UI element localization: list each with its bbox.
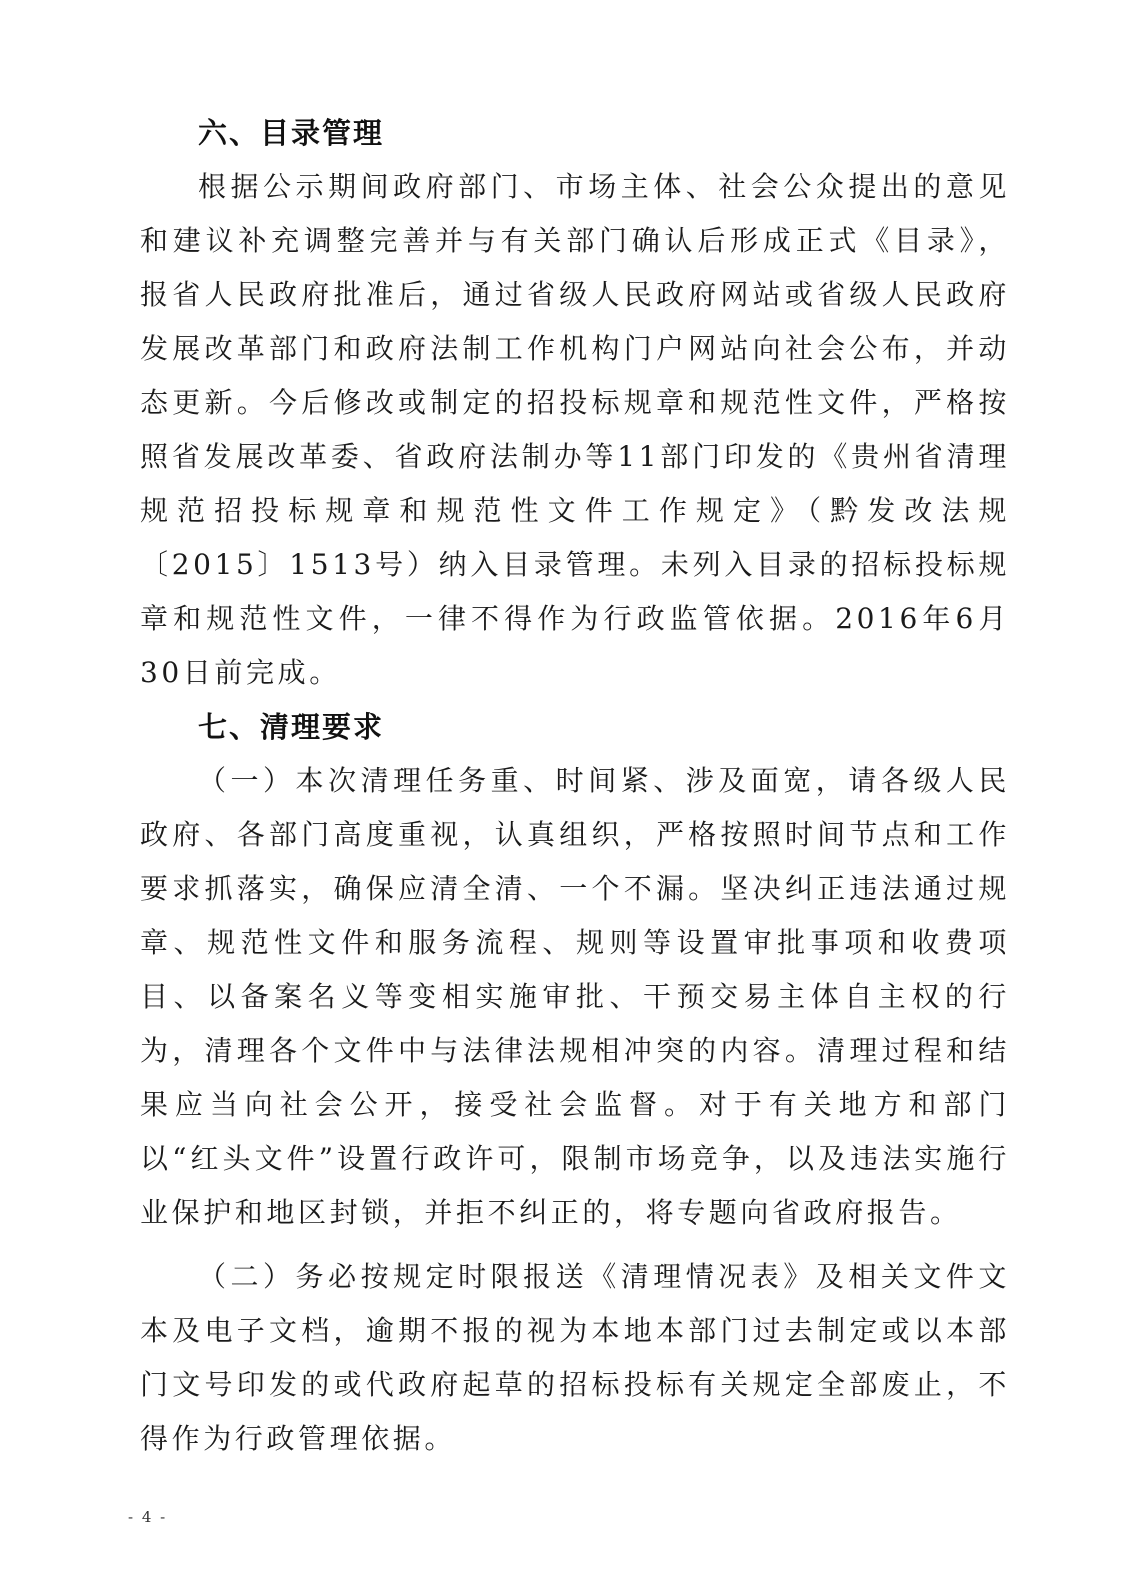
paragraph-requirement-2: （二）务必按规定时限报送《清理情况表》及相关文件文本及电子文档，逾期不报的视为本地本部门过去制定或以本部门文号印发的或代政府起草的招标投标有关规定全部废止，不得作为行政管理依据。 [140,1260,1010,1455]
document-body [140,106,1010,1466]
paragraph-spacer [140,1240,1010,1250]
paragraph-catalog-management: 根据公示期间政府部门、市场主体、社会公众提出的意见和建议补充调整完善并与有关部门确认后形成正式《目录》，报省人民政府批准后，通过省级人民政府网站或省级人民政府发展改革部门和政府法制工作机构门户网站向社会公布，并动态更新。今后修改或制定的招投标规章和规范性文件，严格按照省发展改革委、省政府法制办等11部门印发的《贵州省清理规范招投标规章和规范性文件工作规定》（黔发改法规〔2015〕1513号）纳入目录管理。未列入目录的招标投标规章和规范性文件，一律不得作为行政监管依据。2016年6月30日前完成。 [140,170,1010,689]
page-number: - 4 - [128,1508,168,1526]
section-heading-cleanup-requirements: 七、清理要求 [198,710,385,744]
paragraph-requirement-1: （一）本次清理任务重、时间紧、涉及面宽，请各级人民政府、各部门高度重视，认真组织，严格按照时间节点和工作要求抓落实，确保应清全清、一个不漏。坚决纠正违法通过规章、规范性文件和服务流程、规则等设置审批事项和收费项目、以备案名义等变相实施审批、干预交易主体自主权的行为，清理各个文件中与法律法规相冲突的内容。清理过程和结果应当向社会公开，接受社会监督。对于有关地方和部门以“红头文件”设置行政许可，限制市场竞争，以及违法实施行业保护和地区封锁，并拒不纠正的，将专题向省政府报告。 [140,764,1010,1229]
section-heading-catalog-management: 六、目录管理 [198,116,385,150]
